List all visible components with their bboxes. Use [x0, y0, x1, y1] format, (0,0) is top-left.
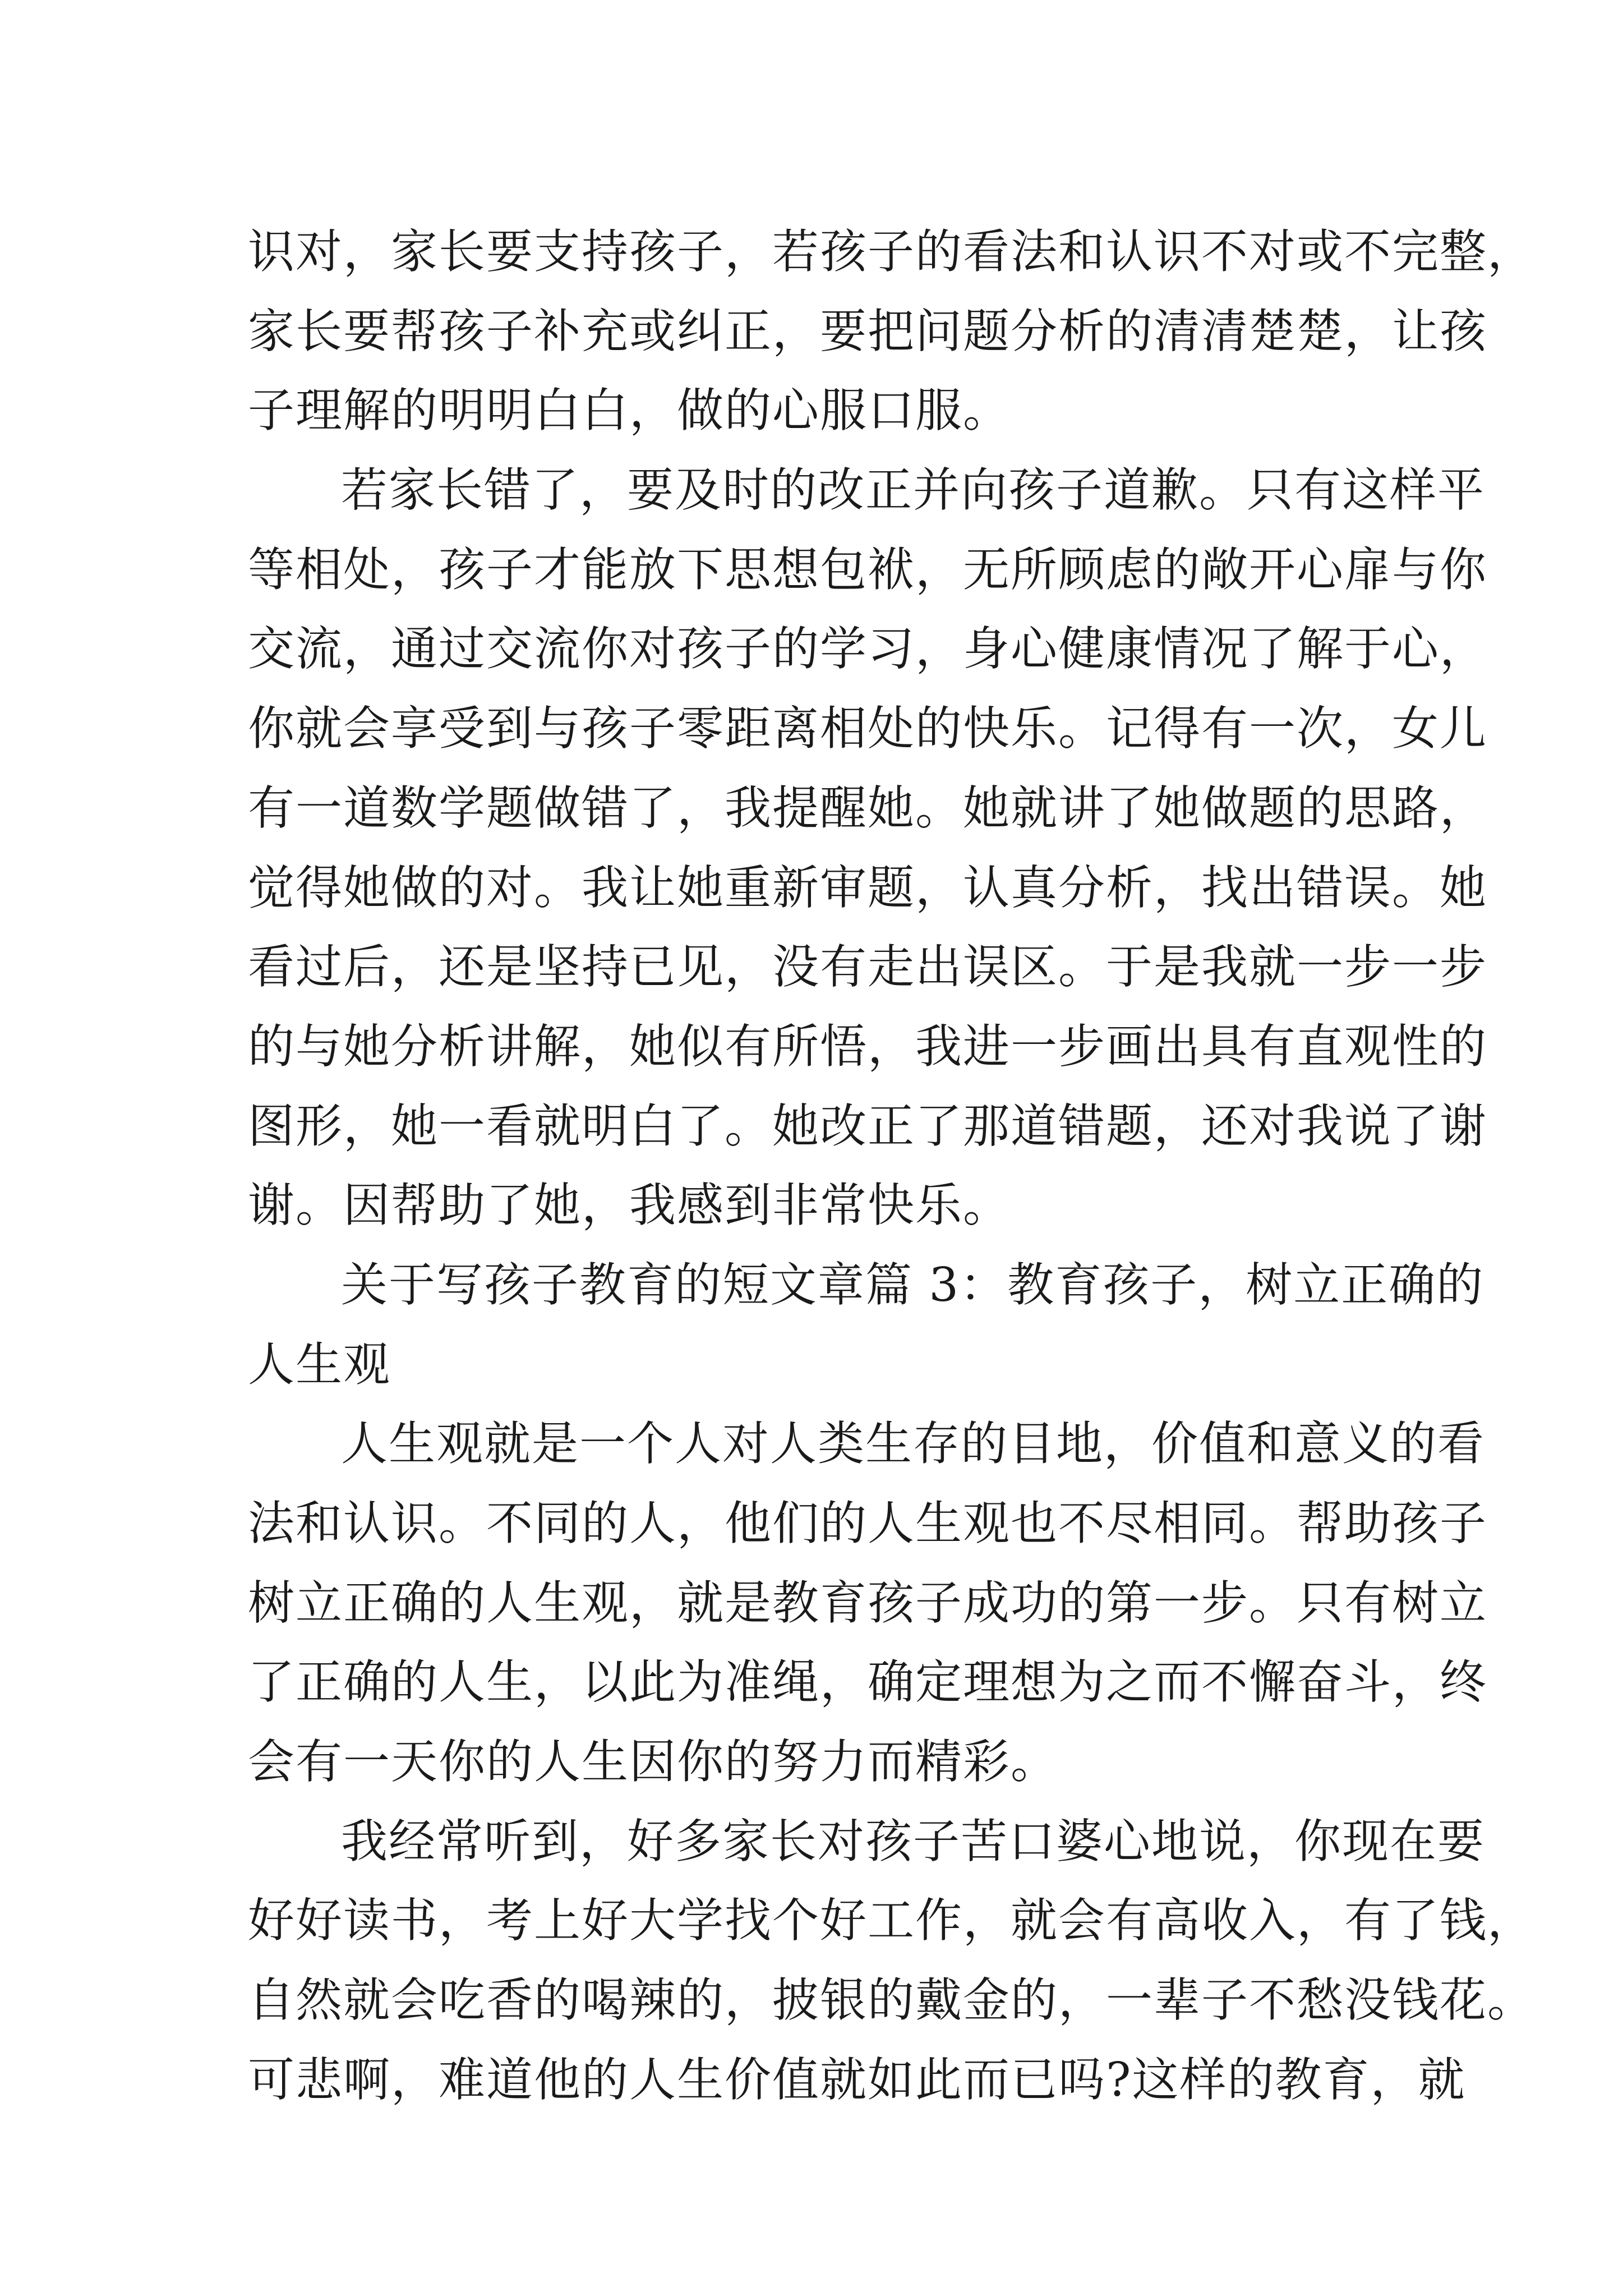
text-line: 看过后，还是坚持已见，没有走出误区。于是我就一步一步 [248, 940, 1487, 995]
text-line: 等相处，孩子才能放下思想包袱，无所顾虑的敞开心扉与你 [248, 542, 1487, 597]
text-line: 识对，家长要支持孩子，若孩子的看法和认识不对或不完整， [248, 224, 1535, 279]
text-line: 有一道数学题做错了，我提醒她。她就讲了她做题的思路， [248, 780, 1487, 835]
text-line: 家长要帮孩子补充或纠正，要把问题分析的清清楚楚，让孩 [248, 303, 1487, 358]
text-line: 可悲啊，难道他的人生价值就如此而已吗?这样的教育，就 [248, 2052, 1466, 2107]
text-line: 自然就会吃香的喝辣的，披银的戴金的，一辈子不愁没钱花。 [248, 1973, 1535, 2028]
text-line: 图形，她一看就明白了。她改正了那道错题，还对我说了谢 [248, 1098, 1487, 1153]
paragraph-start-line: 人生观就是一个人对人类生存的目地，价值和意义的看 [341, 1416, 1485, 1471]
text-line: 谢。因帮助了她，我感到非常快乐。 [248, 1178, 1011, 1233]
paragraph-start-line: 我经常听到，好多家长对孩子苦口婆心地说，你现在要 [341, 1814, 1485, 1869]
section-heading-line: 人生观 [248, 1337, 391, 1392]
text-line: 子理解的明明白白，做的心服口服。 [248, 383, 1011, 438]
text-line: 你就会享受到与孩子零距离相处的快乐。记得有一次，女儿 [248, 701, 1487, 756]
text-line: 觉得她做的对。我让她重新审题，认真分析，找出错误。她 [248, 860, 1487, 915]
text-line: 交流，通过交流你对孩子的学习，身心健康情况了解于心， [248, 622, 1487, 677]
text-line: 会有一天你的人生因你的努力而精彩。 [248, 1734, 1058, 1789]
article-body [248, 212, 1535, 2120]
section-heading-line: 关于写孩子教育的短文章篇 3：教育孩子，树立正确的 [341, 1257, 1484, 1312]
paragraph-start-line: 若家长错了，要及时的改正并向孩子道歉。只有这样平 [341, 463, 1485, 518]
text-line: 了正确的人生，以此为准绳，确定理想为之而不懈奋斗，终 [248, 1655, 1487, 1710]
text-line: 好好读书，考上好大学找个好工作，就会有高收入，有了钱， [248, 1893, 1535, 1948]
text-line: 的与她分析讲解，她似有所悟，我进一步画出具有直观性的 [248, 1019, 1487, 1074]
text-line: 树立正确的人生观，就是教育孩子成功的第一步。只有树立 [248, 1575, 1487, 1630]
text-line: 法和认识。不同的人，他们的人生观也不尽相同。帮助孩子 [248, 1496, 1487, 1550]
